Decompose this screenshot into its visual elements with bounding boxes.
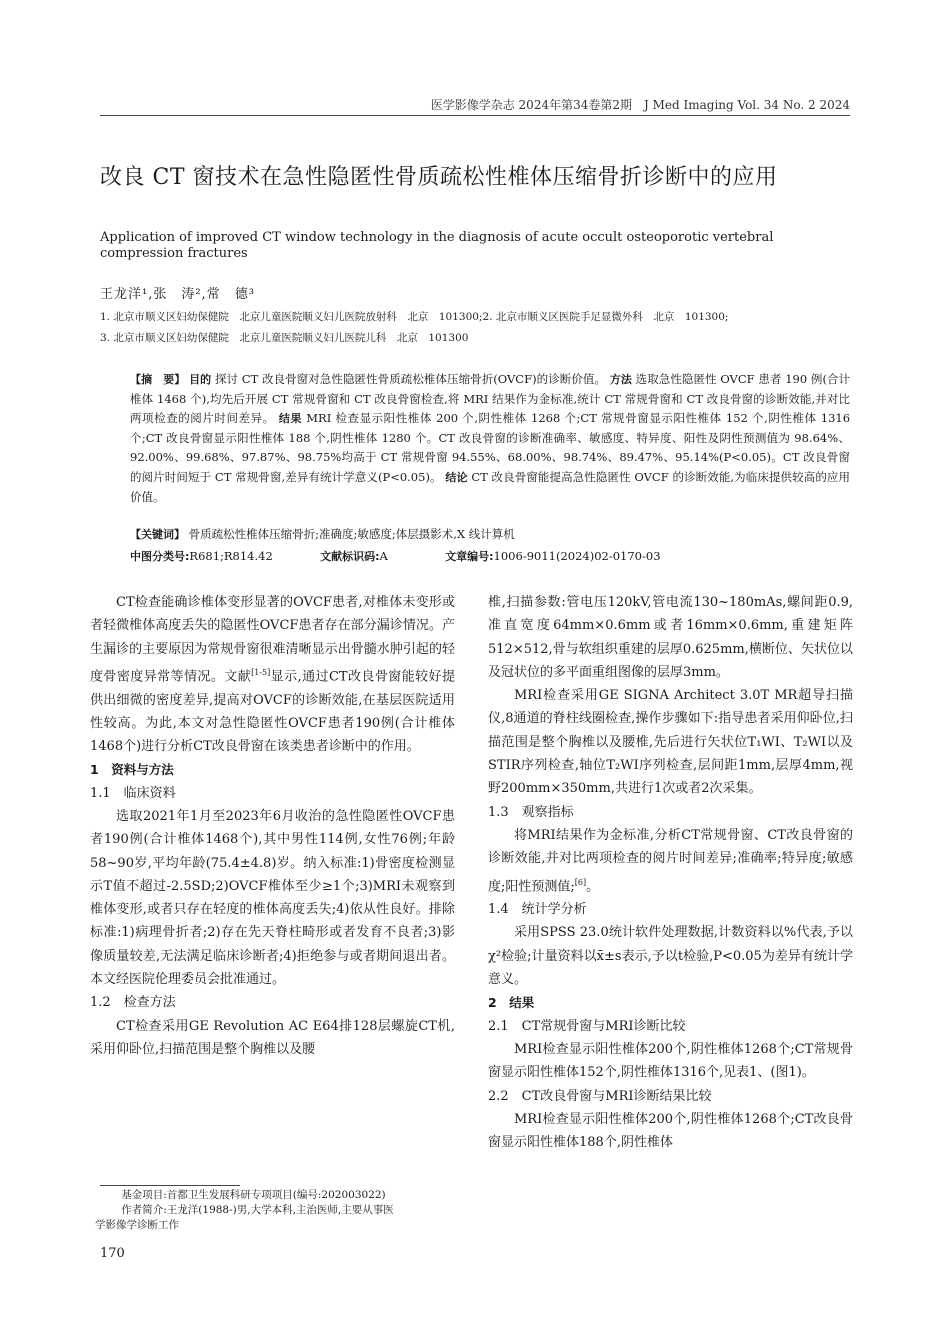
footnote-rule [100, 1185, 240, 1186]
body-column-left [90, 591, 455, 1061]
title-en: Application of improved CT window technology in the diagnosis of acute occult osteoporotic vertebral compression fractures [100, 230, 774, 261]
header-rule [100, 115, 850, 116]
conclusion-text: CT 改良骨窗能提高急性隐匿性 OVCF 的诊断效能,为临床提供较高的应用价值。 [130, 469, 850, 504]
article-no-value: 1006-9011(2024)02-0170-03 [493, 549, 661, 563]
doc-code-value: A [379, 549, 388, 563]
observation-paragraph: 将MRI结果作为金标准,分析CT常规骨窗、CT改良骨窗的诊断效能,并对比两项检查的阅片时间差异;准确率;特异度;敏感度;阳性预测值;[6]。 [488, 827, 853, 894]
body-column-right [488, 591, 853, 1154]
affiliation-1: 1. 北京市顺义区妇幼保健院 北京儿童医院顺义妇儿医院放射科 北京 101300;2. 北京市顺义区医院手足显微外科 北京 101300; [100, 311, 729, 323]
objective-label: 目的 [189, 373, 212, 386]
method-text: 选取急性隐匿性 OVCF 患者 190 例(合计椎体 1468 个),均先后开展 CT 常规骨窗和 CT 改良骨窗检查,将 MRI 结果作为金标准,统计 CT 常规骨窗和 CT 改良骨窗的诊断效能,并对比两项检查的阅片时间差异。 [130, 372, 851, 426]
results-label: 结果 [278, 412, 303, 426]
subsection-heading-1-2: 1.2 检查方法 [90, 995, 176, 1011]
funding-note: 基金项目:首都卫生发展科研专项项目(编号:202003022) [121, 1189, 386, 1201]
keywords [130, 526, 850, 542]
mri-paragraph: MRI检查采用GE SIGNA Architect 3.0T MR超导扫描仪,8通道的脊柱线圈检查,操作步骤如下:指导患者采用仰卧位,扫描范围是整个胸椎以及腰椎,先后进行矢状位T₁WI、T₂WI以及STIR序列检查,轴位T₂WI序列检查,层间距1mm,层厚4mm,视野200mm×350mm,共进行1次或者2次采集。 [488, 688, 853, 797]
section-heading-1: 1 资料与方法 [90, 762, 174, 778]
subsection-heading-2-1: 2.1 CT常规骨窗与MRI诊断比较 [488, 1018, 686, 1034]
conclusion-label: 结论 [445, 470, 468, 484]
affiliation-2: 3. 北京市顺义区妇幼保健院 北京儿童医院顺义妇儿医院儿科 北京 101300 [100, 332, 469, 344]
keywords-text: 骨质疏松性椎体压缩骨折;准确度;敏感度;体层摄影术,X 线计算机 [188, 527, 515, 541]
citation-ref: [1-5] [251, 667, 271, 677]
classification-line [130, 548, 850, 564]
scan-params-paragraph: 椎,扫描参数:管电压120kV,管电流130~180mAs,螺间距0.9,准直宽度64mm×0.6mm或者16mm×0.6mm,重建矩阵512×512,骨与软组织重建的层厚0.625mm,横断位、矢状位以及冠状位的多平面重组图像的层厚3mm。 [488, 595, 853, 680]
footnotes [95, 1188, 470, 1233]
authors: 王龙洋¹,张 涛²,常 德³ [100, 287, 255, 302]
results-text: MRI 检查显示阳性椎体 200 个,阴性椎体 1268 个;CT 常规骨窗显示阳性椎体 152 个,阴性椎体 1316 个;CT 改良骨窗显示阳性椎体 188 个,阴性椎体 1280 个。CT 改良骨窗的诊断准确率、敏感度、特异度、阳性及阴性预测值为 98.64%、92.00%、99.68%、97.87%、98.75%均高于 CT 常规骨窗 94.55%、68.00%、98.74%、89.47%、95.14%(P<0.05)。CT 改良骨窗的阅片时间短于 CT 常规骨窗,差异有统计学意义(P<0.05)。 [130, 411, 851, 484]
title-zh: 改良 CT 窗技术在急性隐匿性骨质疏松性椎体压缩骨折诊断中的应用 [100, 165, 778, 190]
citation-ref: [6] [574, 877, 587, 887]
clinical-data-paragraph: 选取2021年1月至2023年6月收治的急性隐匿性OVCF患者190例(合计椎体1468个),其中男性114例,女性76例;年龄58~90岁,平均年龄(75.4±4.8)岁。纳入标准:1)骨密度检测显示T值不超过-2.5SD;2)OVCF椎体至少≥1个;3)MRI未观察到椎体变形,或者只存在轻度的椎体高度丢失;4)依从性良好。排除标准:1)病理骨折者;2)存在先天脊柱畸形或者发育不良者;3)影像质量较差,无法满足临床诊断者;4)拒绝参与或者期间退出者。本文经医院伦理委员会批准通过。 [90, 809, 455, 988]
subsection-heading-1-1: 1.1 临床资料 [90, 785, 176, 801]
subsection-heading-1-4: 1.4 统计学分析 [488, 902, 587, 918]
statistics-paragraph: 采用SPSS 23.0统计软件处理数据,计数资料以%代表,予以χ²检验;计量资料以x̄±s表示,予以t检验,P<0.05为差异有统计学意义。 [488, 925, 853, 988]
method-paragraph: CT检查采用GE Revolution AC E64排128层螺旋CT机,采用仰卧位,扫描范围是整个胸椎以及腰 [90, 1018, 455, 1057]
abstract-label: 【摘 要】 [130, 373, 186, 386]
abstract [130, 370, 850, 507]
doc-code-label: 文献标识码: [320, 550, 380, 563]
running-header: 医学影像学杂志 2024年第34卷第2期 J Med Imaging Vol. 34 No. 2 2024 [430, 98, 850, 112]
section-heading-2: 2 结果 [488, 995, 535, 1011]
author-note-cont: 学影像学诊断工作 [95, 1219, 179, 1231]
intro-paragraph: CT检查能确诊椎体变形显著的OVCF患者,对椎体未变形或者轻微椎体高度丢失的隐匿性OVCF患者存在部分漏诊情况。产生漏诊的主要原因为常规骨窗很难清晰显示出骨髓水肿引起的轻度骨密度异常等情况。文献[1-5]显示,通过CT改良骨窗能较好提供出细微的密度差异,提高对OVCF的诊断效能,在基层医院适用性较高。为此,本文对急性隐匿性OVCF患者190例(合计椎体1468个)进行分析CT改良骨窗在该类患者诊断中的作用。 [90, 595, 455, 755]
objective-text: 探讨 CT 改良骨窗对急性隐匿性骨质疏松椎体压缩骨折(OVCF)的诊断价值。 [214, 372, 607, 386]
article-no-label: 文章编号: [445, 550, 494, 563]
keywords-label: 【关键词】 [130, 528, 185, 541]
result-2-paragraph: MRI检查显示阳性椎体200个,阴性椎体1268个;CT改良骨窗显示阳性椎体188个,阴性椎体 [488, 1111, 853, 1151]
subsection-heading-2-2: 2.2 CT改良骨窗与MRI诊断结果比较 [488, 1088, 712, 1104]
clc-value: R681;R814.42 [189, 549, 273, 563]
author-note: 作者简介:王龙洋(1988-)男,大学本科,主治医师,主要从事医 [121, 1204, 394, 1216]
subsection-heading-1-3: 1.3 观察指标 [488, 804, 574, 820]
method-label: 方法 [609, 373, 632, 386]
result-1-paragraph: MRI检查显示阳性椎体200个,阴性椎体1268个;CT常规骨窗显示阳性椎体152个,阴性椎体1316个,见表1、(图1)。 [488, 1041, 853, 1081]
page-number: 170 [100, 1246, 125, 1261]
clc-label: 中图分类号: [130, 550, 190, 563]
